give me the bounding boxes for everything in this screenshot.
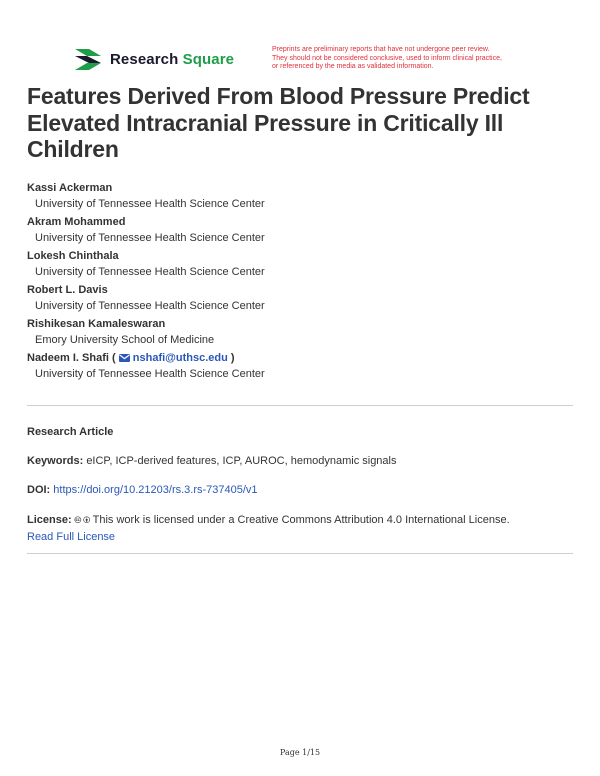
author-item [27, 214, 567, 246]
keywords-value: eICP, ICP-derived features, ICP, AUROC, hemodynamic signals [86, 455, 397, 467]
article-type-label: Research Article [27, 426, 114, 438]
author-affiliation: University of Tennessee Health Science Center [35, 266, 265, 278]
notice-line: or referenced by the media as validated information. [272, 63, 434, 70]
email-close-paren: ) [230, 352, 235, 364]
notice-line: Preprints are preliminary reports that have not undergone peer review. [272, 46, 490, 53]
author-name: Lokesh Chinthala [27, 250, 119, 262]
email-address: nshafi@uthsc.edu [132, 352, 228, 364]
page-number: Page 1/15 [279, 748, 321, 757]
author-name: Robert L. Davis [27, 284, 108, 296]
license-label: License: [27, 514, 72, 526]
logo-text [110, 51, 234, 68]
envelope-icon [119, 354, 130, 362]
author-list [27, 180, 567, 384]
author-item [27, 350, 567, 382]
email-link[interactable] [119, 352, 231, 364]
author-affiliation: University of Tennessee Health Science Center [35, 198, 265, 210]
author-name: Kassi Ackerman [27, 182, 113, 194]
license-text: This work is licensed under a Creative Commons Attribution 4.0 International License. [92, 514, 510, 526]
notice-line: They should not be considered conclusive, used to inform clinical practice, [272, 54, 502, 62]
author-affiliation: University of Tennessee Health Science Center [35, 368, 265, 380]
article-type [27, 424, 573, 440]
author-name: Rishikesan Kamaleswaran [27, 318, 166, 330]
author-item [27, 282, 567, 314]
research-square-logo-icon [73, 45, 103, 73]
research-square-logo[interactable] [73, 45, 234, 73]
author-affiliation: University of Tennessee Health Science Center [35, 232, 265, 244]
author-item [27, 248, 567, 280]
author-name: Akram Mohammed [27, 216, 126, 228]
divider-top [27, 405, 573, 406]
license-row [27, 512, 573, 545]
author-item [27, 180, 567, 212]
doi-label: DOI: [27, 484, 51, 496]
author-name [27, 350, 567, 366]
doi-row [27, 482, 573, 498]
preprint-notice [272, 46, 542, 72]
read-full-license-link[interactable]: Read Full License [27, 531, 116, 543]
paper-title: Features Derived From Blood Pressure Predict Elevated Intracranial Pressure in Critically Ill Children [27, 83, 530, 162]
cc-by-icon: 🅭 🅯 [74, 515, 90, 526]
author-affiliation: Emory University School of Medicine [35, 334, 215, 346]
logo-word-square: Square [182, 50, 235, 68]
doi-link[interactable]: https://doi.org/10.21203/rs.3.rs-737405/v1 [53, 484, 258, 496]
author-item [27, 316, 567, 348]
author-affiliation: University of Tennessee Health Science Center [35, 300, 265, 312]
logo-word-research: Research [110, 50, 179, 68]
keywords-row [27, 453, 573, 469]
email-open-paren: ( [111, 352, 116, 364]
divider-bottom [27, 553, 573, 554]
keywords-label: Keywords: [27, 455, 84, 467]
author-name-text: Nadeem I. Shafi [27, 352, 109, 364]
